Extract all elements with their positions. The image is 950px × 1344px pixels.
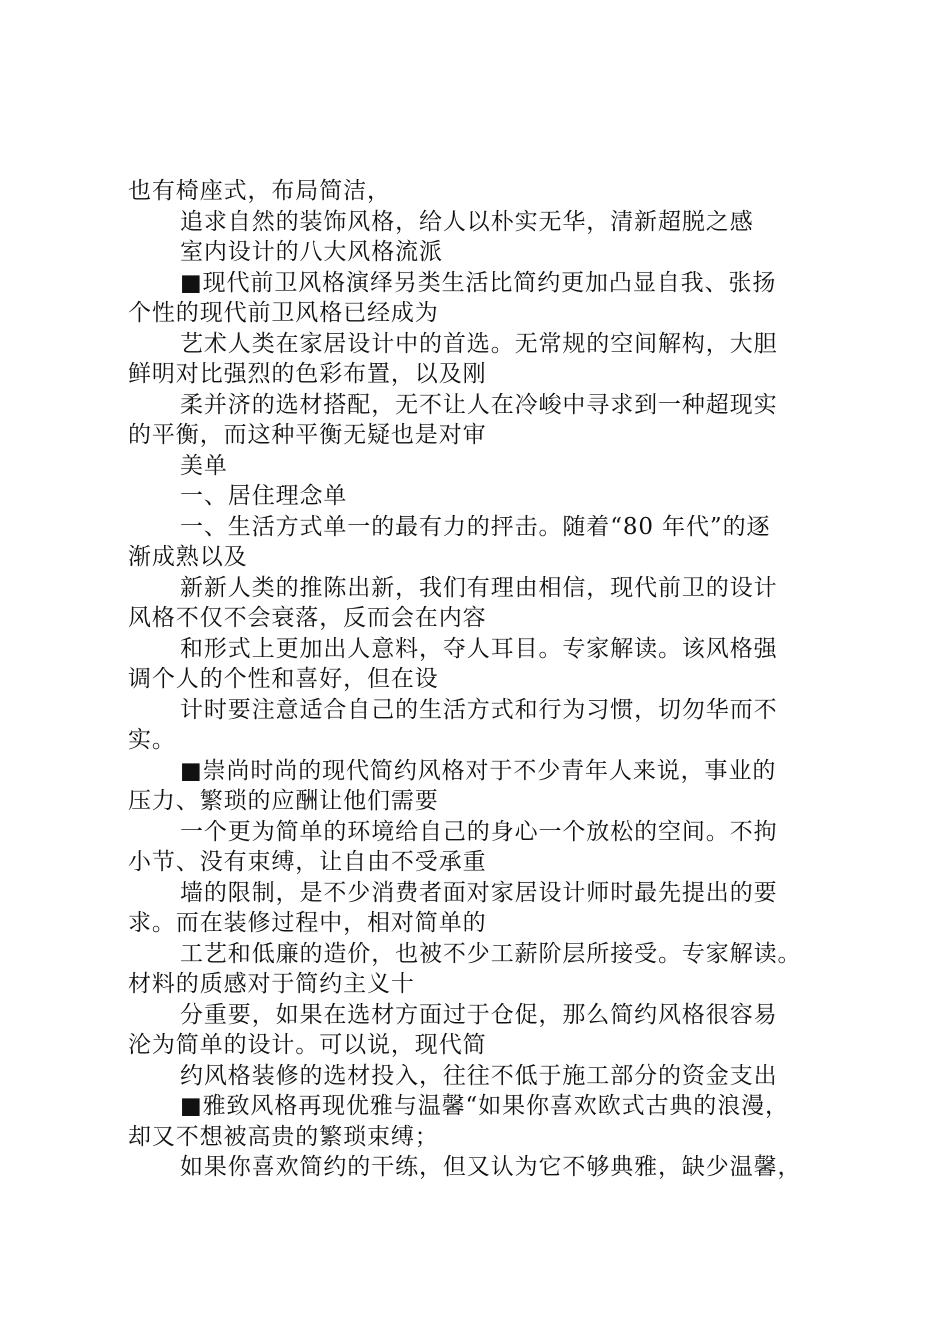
text-line: ■崇尚时尚的现代简约风格对于不少青年人来说，事业的 (180, 757, 777, 784)
text-line: 室内设计的八大风格流派 (180, 239, 443, 265)
text-line: 分重要，如果在选材方面过于仓促，那么简约风格很容易 (180, 1001, 778, 1028)
text-line: 压力、繁琐的应酬让他们需要 (128, 788, 439, 814)
text-line: 渐成熟以及 (128, 544, 248, 570)
text-line: 材料的质感对于简约主义十 (128, 971, 415, 997)
text-line: 一、居住理念单 (180, 483, 348, 509)
document-body (128, 176, 840, 1183)
text-line: 风格不仅不会衰落，反而会在内容 (128, 605, 487, 631)
text-line: 柔并济的选材搭配，无不让人在冷峻中寻求到一种超现实 (180, 391, 778, 418)
text-line: ■现代前卫风格演绎另类生活比简约更加凸显自我、张扬 (180, 269, 777, 296)
text-line: 也有椅座式，布局简洁， (128, 178, 391, 204)
text-line: 一、生活方式单一的最有力的抨击。随着“80 年代”的逐 (180, 513, 771, 540)
text-line: 个性的现代前卫风格已经成为 (128, 300, 439, 326)
text-line: 调个人的个性和喜好，但在设 (128, 666, 439, 692)
text-line: 却又不想被高贵的繁琐束缚； (128, 1123, 439, 1150)
text-line: 一个更为简单的环境给自己的身心一个放松的空间。不拘 (180, 818, 778, 845)
text-line: 墙的限制，是不少消费者面对家居设计师时最先提出的要 (180, 879, 778, 906)
text-line: 美单 (180, 452, 228, 479)
text-line: 沦为简单的设计。可以说，现代简 (128, 1032, 487, 1058)
text-line: ■雅致风格再现优雅与温馨“如果你喜欢欧式古典的浪漫， (180, 1093, 789, 1119)
text-line: 工艺和低廉的造价，也被不少工薪阶层所接受。专家解读。 (180, 940, 802, 967)
text-line: 求。而在装修过程中，相对简单的 (128, 910, 487, 936)
text-line: 新新人类的推陈出新，我们有理由相信，现代前卫的设计 (180, 574, 778, 601)
text-line: 实。 (128, 727, 176, 753)
text-line: 小节、没有束缚，让自由不受承重 (128, 849, 487, 875)
text-line: 艺术人类在家居设计中的首选。无常规的空间解构，大胆 (180, 330, 778, 357)
text-line: 和形式上更加出人意料，夺人耳目。专家解读。该风格强 (180, 635, 778, 662)
text-line: 计时要注意适合自己的生活方式和行为习惯，切勿华而不 (180, 696, 778, 723)
text-line: 的平衡，而这种平衡无疑也是对审 (128, 422, 487, 448)
text-line: 追求自然的装饰风格，给人以朴实无华，清新超脱之感 (180, 208, 754, 235)
text-line: 约风格装修的选材投入，往往不低于施工部分的资金支出 (180, 1062, 778, 1089)
text-line: 如果你喜欢简约的干练，但又认为它不够典雅，缺少温馨， (180, 1154, 802, 1180)
text-line: 鲜明对比强烈的色彩布置，以及刚 (128, 361, 487, 387)
